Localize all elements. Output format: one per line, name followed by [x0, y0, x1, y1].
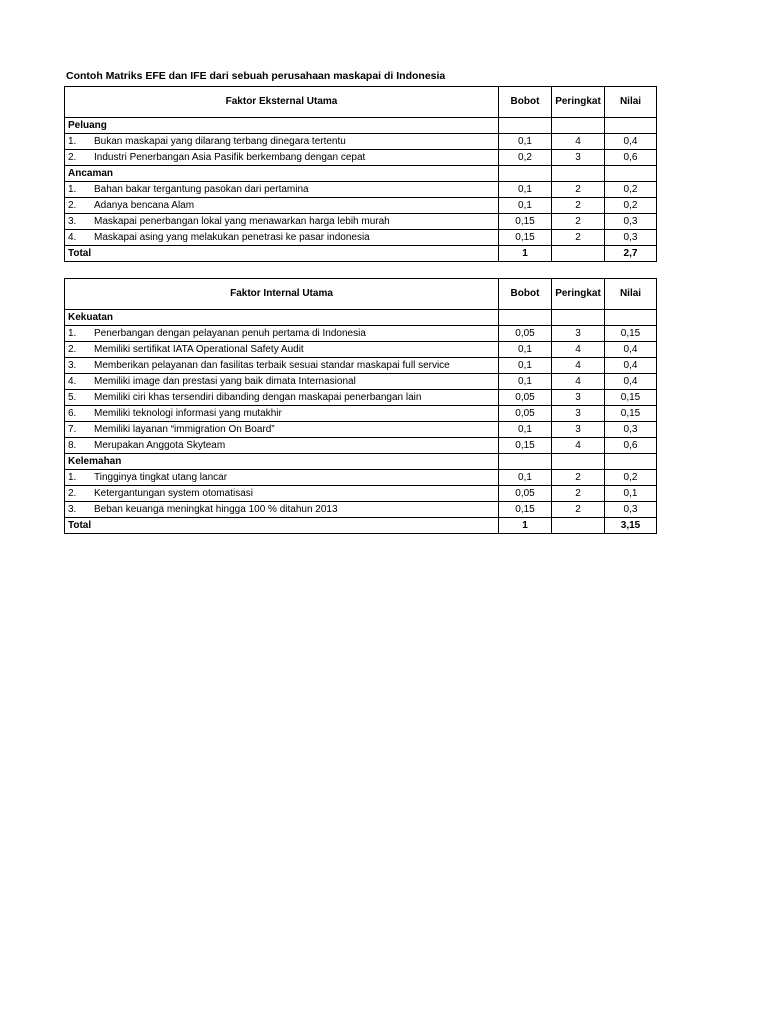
total-nilai: 2,7: [605, 246, 657, 262]
table-row: [65, 486, 657, 502]
nilai-cell: 0,15: [605, 326, 657, 342]
table-row: [65, 134, 657, 150]
factor-cell: [65, 374, 499, 390]
table-row: [65, 326, 657, 342]
item-number: 3.: [68, 503, 77, 515]
header-peringkat: Peringkat: [552, 279, 605, 310]
factor-text: Ketergantungan system otomatisasi: [94, 487, 253, 499]
empty-cell: [552, 454, 605, 470]
peringkat-cell: 2: [552, 470, 605, 486]
nilai-cell: 0,3: [605, 230, 657, 246]
header-nilai: Nilai: [605, 87, 657, 118]
total-peringkat: [552, 518, 605, 534]
nilai-cell: 0,6: [605, 150, 657, 166]
factor-cell: [65, 230, 499, 246]
header-nilai: Nilai: [605, 279, 657, 310]
bobot-cell: 0,2: [499, 150, 552, 166]
total-label: Total: [65, 246, 499, 262]
header-factor: Faktor Internal Utama: [65, 279, 499, 310]
factor-text: Tingginya tingkat utang lancar: [94, 471, 228, 483]
bobot-cell: 0,1: [499, 342, 552, 358]
table-row: [65, 374, 657, 390]
empty-cell: [499, 454, 552, 470]
section-label: Kekuatan: [65, 310, 499, 326]
peringkat-cell: 3: [552, 390, 605, 406]
empty-cell: [605, 166, 657, 182]
section-label: Kelemahan: [65, 454, 499, 470]
item-number: 1.: [68, 471, 77, 483]
factor-cell: [65, 134, 499, 150]
factor-cell: [65, 358, 499, 374]
table-row: [65, 214, 657, 230]
bobot-cell: 0,1: [499, 198, 552, 214]
empty-cell: [605, 454, 657, 470]
item-number: 2.: [68, 199, 77, 211]
nilai-cell: 0,2: [605, 198, 657, 214]
item-number: 4.: [68, 231, 77, 243]
ife-matrix-table: [64, 278, 657, 534]
table-row: [65, 438, 657, 454]
section-label: Peluang: [65, 118, 499, 134]
total-bobot: 1: [499, 246, 552, 262]
bobot-cell: 0,15: [499, 214, 552, 230]
nilai-cell: 0,15: [605, 390, 657, 406]
empty-cell: [552, 118, 605, 134]
factor-text: Memiliki ciri khas tersendiri dibanding dengan maskapai penerbangan lain: [94, 391, 422, 403]
header-peringkat: Peringkat: [552, 87, 605, 118]
section-row: [65, 310, 657, 326]
table-row: [65, 470, 657, 486]
section-row: [65, 454, 657, 470]
peringkat-cell: 2: [552, 182, 605, 198]
nilai-cell: 0,4: [605, 358, 657, 374]
peringkat-cell: 4: [552, 438, 605, 454]
factor-cell: [65, 390, 499, 406]
empty-cell: [605, 310, 657, 326]
header-factor: Faktor Eksternal Utama: [65, 87, 499, 118]
item-number: 3.: [68, 215, 77, 227]
peringkat-cell: 3: [552, 326, 605, 342]
peringkat-cell: 3: [552, 150, 605, 166]
factor-cell: [65, 198, 499, 214]
bobot-cell: 0,15: [499, 438, 552, 454]
bobot-cell: 0,1: [499, 374, 552, 390]
total-row: [65, 518, 657, 534]
factor-text: Beban keuanga meningkat hingga 100 % ditahun 2013: [94, 503, 338, 515]
bobot-cell: 0,05: [499, 486, 552, 502]
header-bobot: Bobot: [499, 279, 552, 310]
nilai-cell: 0,1: [605, 486, 657, 502]
bobot-cell: 0,05: [499, 326, 552, 342]
nilai-cell: 0,3: [605, 502, 657, 518]
bobot-cell: 0,1: [499, 470, 552, 486]
header-row: [65, 279, 657, 310]
bobot-cell: 0,1: [499, 134, 552, 150]
factor-text: Bukan maskapai yang dilarang terbang dinegara tertentu: [94, 135, 346, 147]
factor-text: Memiliki sertifikat IATA Operational Safety Audit: [94, 343, 304, 355]
table-row: [65, 406, 657, 422]
factor-text: Adanya bencana Alam: [94, 199, 195, 211]
bobot-cell: 0,05: [499, 390, 552, 406]
peringkat-cell: 4: [552, 342, 605, 358]
factor-cell: [65, 438, 499, 454]
empty-cell: [499, 166, 552, 182]
factor-cell: [65, 342, 499, 358]
factor-text: Memiliki image dan prestasi yang baik dimata Internasional: [94, 375, 356, 387]
peringkat-cell: 3: [552, 406, 605, 422]
item-number: 5.: [68, 391, 77, 403]
item-number: 4.: [68, 375, 77, 387]
factor-text: Memberikan pelayanan dan fasilitas terbaik sesuai standar maskapai full service: [94, 359, 450, 371]
nilai-cell: 0,4: [605, 374, 657, 390]
item-number: 3.: [68, 359, 77, 371]
empty-cell: [552, 166, 605, 182]
factor-cell: [65, 486, 499, 502]
peringkat-cell: 4: [552, 134, 605, 150]
peringkat-cell: 2: [552, 198, 605, 214]
factor-cell: [65, 150, 499, 166]
factor-text: Merupakan Anggota Skyteam: [94, 439, 226, 451]
total-bobot: 1: [499, 518, 552, 534]
bobot-cell: 0,05: [499, 406, 552, 422]
item-number: 7.: [68, 423, 77, 435]
table-row: [65, 390, 657, 406]
bobot-cell: 0,15: [499, 230, 552, 246]
empty-cell: [499, 310, 552, 326]
peringkat-cell: 2: [552, 214, 605, 230]
bobot-cell: 0,1: [499, 422, 552, 438]
empty-cell: [499, 118, 552, 134]
item-number: 2.: [68, 487, 77, 499]
section-row: [65, 118, 657, 134]
document-title: Contoh Matriks EFE dan IFE dari sebuah perusahaan maskapai di Indonesia: [66, 70, 446, 82]
nilai-cell: 0,3: [605, 214, 657, 230]
nilai-cell: 0,4: [605, 342, 657, 358]
header-bobot: Bobot: [499, 87, 552, 118]
factor-text: Bahan bakar tergantung pasokan dari pertamina: [94, 183, 309, 195]
factor-cell: [65, 406, 499, 422]
total-label: Total: [65, 518, 499, 534]
item-number: 1.: [68, 183, 77, 195]
table-row: [65, 502, 657, 518]
bobot-cell: 0,1: [499, 358, 552, 374]
peringkat-cell: 4: [552, 358, 605, 374]
bobot-cell: 0,15: [499, 502, 552, 518]
item-number: 1.: [68, 135, 77, 147]
bobot-cell: 0,1: [499, 182, 552, 198]
factor-cell: [65, 502, 499, 518]
item-number: 8.: [68, 439, 77, 451]
total-nilai: 3,15: [605, 518, 657, 534]
table-row: [65, 182, 657, 198]
total-peringkat: [552, 246, 605, 262]
table-row: [65, 150, 657, 166]
factor-text: Memiliki layanan “immigration On Board”: [94, 423, 275, 435]
factor-cell: [65, 326, 499, 342]
factor-text: Industri Penerbangan Asia Pasifik berkembang dengan cepat: [94, 151, 366, 163]
header-row: [65, 87, 657, 118]
nilai-cell: 0,15: [605, 406, 657, 422]
peringkat-cell: 2: [552, 502, 605, 518]
peringkat-cell: 2: [552, 230, 605, 246]
item-number: 2.: [68, 151, 77, 163]
item-number: 1.: [68, 327, 77, 339]
nilai-cell: 0,4: [605, 134, 657, 150]
section-row: [65, 166, 657, 182]
section-label: Ancaman: [65, 166, 499, 182]
nilai-cell: 0,2: [605, 470, 657, 486]
table-row: [65, 198, 657, 214]
efe-matrix-table: [64, 86, 657, 262]
factor-cell: [65, 422, 499, 438]
factor-text: Penerbangan dengan pelayanan penuh pertama di Indonesia: [94, 327, 366, 339]
factor-cell: [65, 470, 499, 486]
factor-text: Memiliki teknologi informasi yang mutakhir: [94, 407, 282, 419]
factor-cell: [65, 214, 499, 230]
table-row: [65, 342, 657, 358]
table-row: [65, 422, 657, 438]
factor-text: Maskapai penerbangan lokal yang menawarkan harga lebih murah: [94, 215, 390, 227]
nilai-cell: 0,2: [605, 182, 657, 198]
total-row: [65, 246, 657, 262]
nilai-cell: 0,3: [605, 422, 657, 438]
item-number: 6.: [68, 407, 77, 419]
peringkat-cell: 3: [552, 422, 605, 438]
peringkat-cell: 2: [552, 486, 605, 502]
empty-cell: [605, 118, 657, 134]
factor-text: Maskapai asing yang melakukan penetrasi ke pasar indonesia: [94, 231, 370, 243]
table-row: [65, 358, 657, 374]
peringkat-cell: 4: [552, 374, 605, 390]
table-row: [65, 230, 657, 246]
item-number: 2.: [68, 343, 77, 355]
factor-cell: [65, 182, 499, 198]
empty-cell: [552, 310, 605, 326]
nilai-cell: 0,6: [605, 438, 657, 454]
